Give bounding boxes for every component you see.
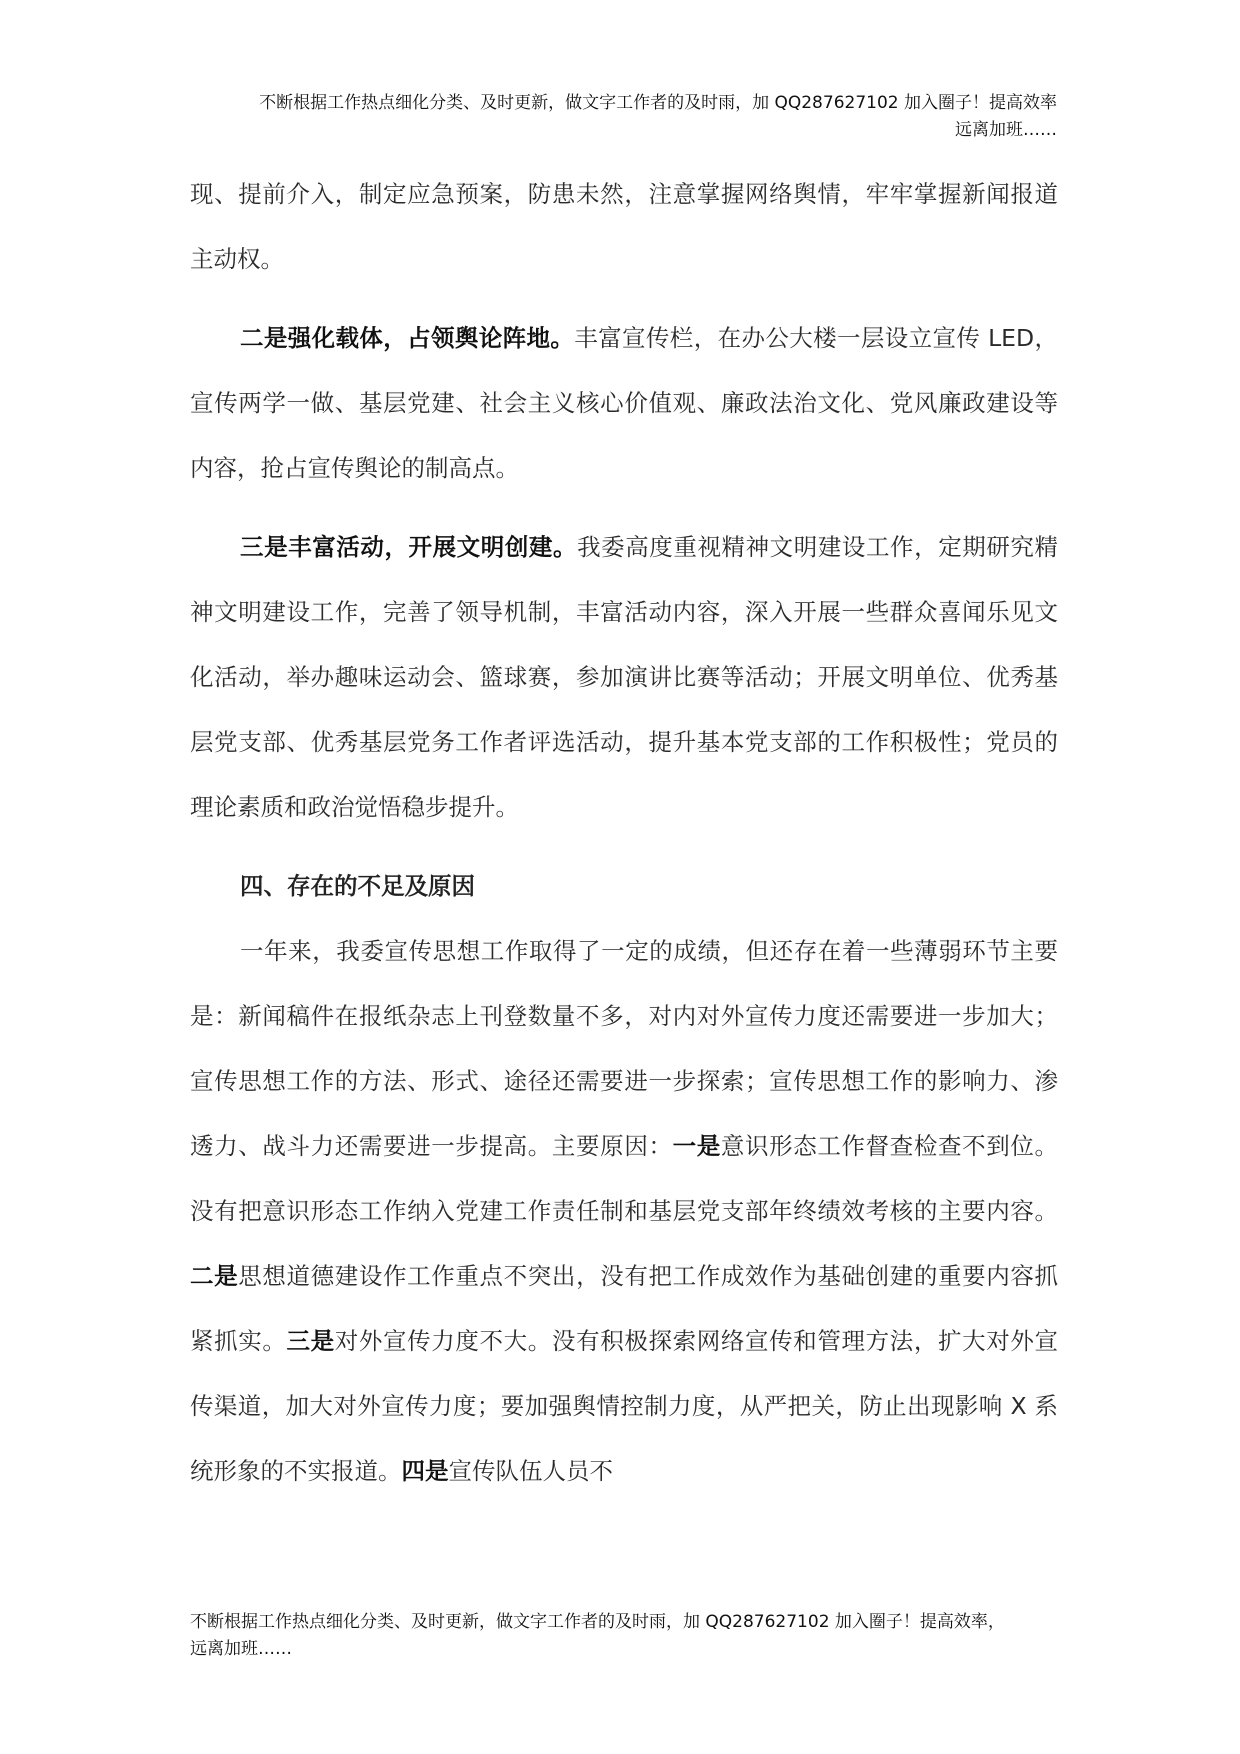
- reason-lead-3: 三是: [286, 1327, 335, 1355]
- page-footer: [190, 1609, 1057, 1663]
- paragraph-carrier: [190, 306, 1058, 501]
- paragraph-text: 一年来，我委宣传思想工作取得了一定的成绩，但还存在着一些薄弱环节主要是：新闻稿件在报纸杂志上刊登数量不多，对内对外宣传力度还需要进一步加大；宣传思想工作的方法、形式、途径还需要进一步探索；宣传思想工作的影响力、渗透力、战斗力还需要进一步提高。主要原因：: [190, 937, 1058, 1160]
- paragraph-shortcomings: [190, 919, 1058, 1504]
- paragraph-text: 现、提前介入，制定应急预案，防患未然，注意掌握网络舆情，牢牢掌握新闻报道主动权。: [190, 180, 1058, 273]
- reason-text-4: 宣传队伍人员不: [448, 1457, 613, 1485]
- header-line-1: 不断根据工作热点细化分类、及时更新，做文字工作者的及时雨，加 QQ287627102 加入圈子！提高效率: [259, 93, 1057, 113]
- reason-text-2: 思想道德建设作工作重点不突出，没有把工作成效作为基础创建的重要内容抓紧抓实。: [190, 1262, 1059, 1355]
- page-header: [190, 90, 1057, 144]
- reason-lead-1: 一是: [672, 1132, 721, 1160]
- footer-line-2: 远离加班……: [190, 1639, 292, 1659]
- paragraph-text: 丰富宣传栏，在办公大楼一层设立宣传 LED，宣传两学一做、基层党建、社会主义核心价值观、廉政法治文化、党风廉政建设等内容，抢占宣传舆论的制高点。: [190, 324, 1058, 482]
- footer-line-1: 不断根据工作热点细化分类、及时更新，做文字工作者的及时雨，加 QQ287627102 加入圈子！提高效率，: [190, 1612, 1005, 1632]
- paragraph-lead: 三是丰富活动，开展文明创建。: [240, 533, 578, 561]
- paragraph-continued: [190, 162, 1058, 292]
- reason-text-1: 意识形态工作督查检查不到位。没有把意识形态工作纳入党建工作责任制和基层党支部年终绩效考核的主要内容。: [190, 1132, 1059, 1225]
- reason-text-3: 对外宣传力度不大。没有积极探索网络宣传和管理方法，扩大对外宣传渠道，加大对外宣传力度；要加强舆情控制力度，从严把关，防止出现影响 X 系统形象的不实报道。: [190, 1327, 1059, 1485]
- header-line-2: 远离加班……: [955, 120, 1057, 140]
- paragraph-activities: [190, 515, 1058, 840]
- paragraph-text: 我委高度重视精神文明建设工作，定期研究精神文明建设工作，完善了领导机制，丰富活动内容，深入开展一些群众喜闻乐见文化活动，举办趣味运动会、篮球赛，参加演讲比赛等活动；开展文明单位、优秀基层党支部、优秀基层党务工作者评选活动，提升基本党支部的工作积极性；党员的理论素质和政治觉悟稳步提升。: [190, 533, 1059, 821]
- document-body: [190, 162, 1058, 1504]
- section-heading: 四、存在的不足及原因: [240, 872, 475, 900]
- reason-lead-4: 四是: [401, 1457, 449, 1485]
- reason-lead-2: 二是: [190, 1262, 239, 1290]
- paragraph-lead: 二是强化载体，占领舆论阵地。: [240, 324, 575, 352]
